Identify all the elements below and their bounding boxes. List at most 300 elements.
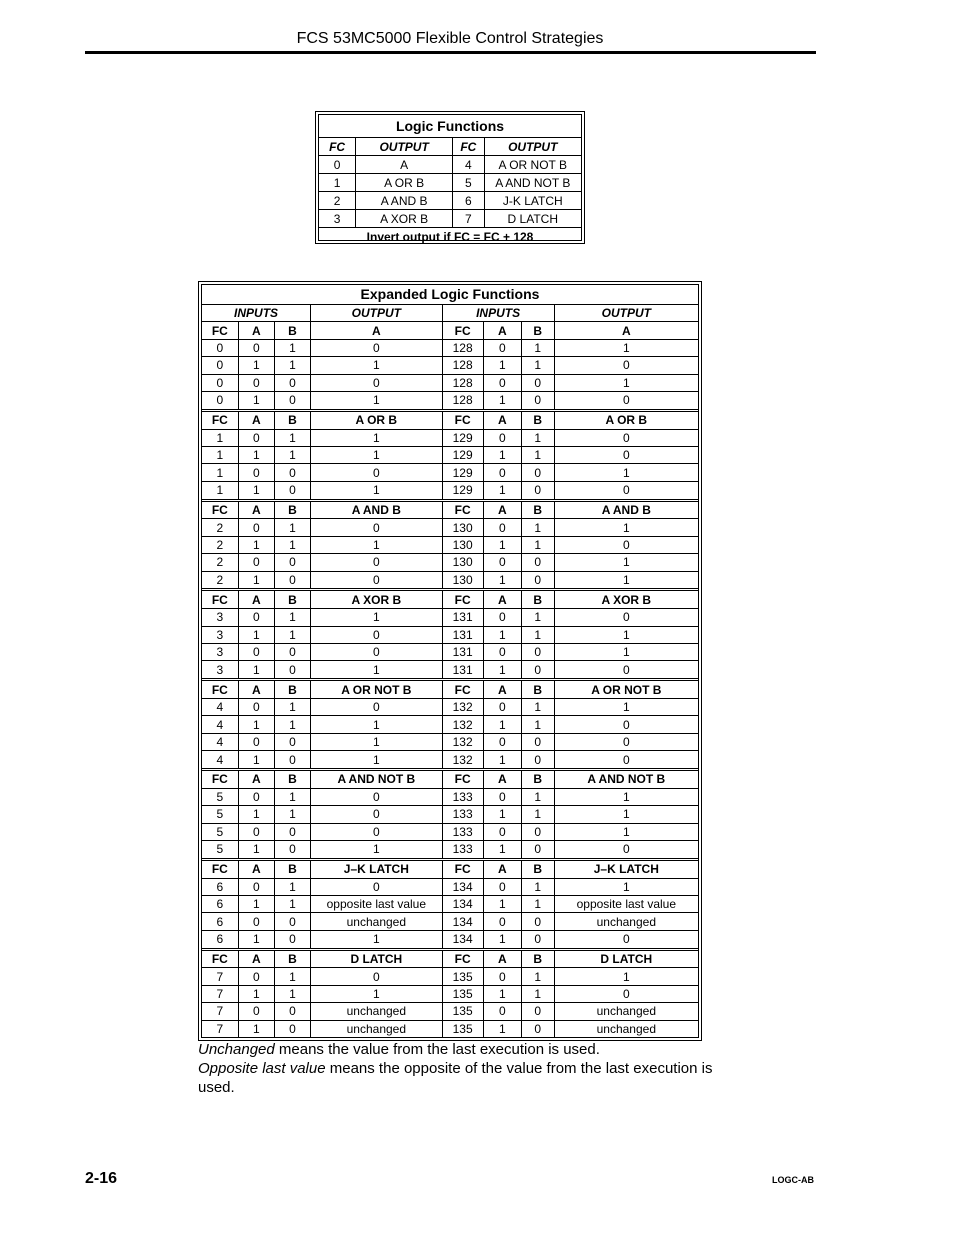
note-unchanged: Unchanged means the value from the last execution is used.: [198, 1041, 600, 1058]
section-header-cell: B: [274, 410, 310, 429]
table-cell: 1: [483, 806, 521, 823]
table-cell: 0: [311, 806, 442, 823]
table-cell: 132: [442, 698, 483, 715]
table-cell: 2: [202, 571, 238, 590]
table-cell: 1: [311, 841, 442, 860]
table-row: [202, 661, 698, 680]
table-cell: 1: [521, 429, 554, 446]
group-header-inputs: INPUTS: [202, 304, 311, 321]
section-header-cell: A: [483, 590, 521, 609]
invert-note: Invert output if FC = FC + 128: [319, 228, 581, 247]
table-cell: 4: [202, 751, 238, 770]
table-cell: 131: [442, 609, 483, 626]
note-opposite-last-value: Opposite last value means the opposite of the value from the last execution is used.: [198, 1060, 713, 1096]
section-header-cell: FC: [442, 949, 483, 968]
table-cell: 0: [274, 571, 310, 590]
table-cell: 0: [238, 823, 274, 840]
table-cell: 7: [202, 985, 238, 1002]
table-cell: 1: [238, 447, 274, 464]
table-cell: 2: [202, 536, 238, 553]
table-cell: 1: [521, 698, 554, 715]
table-row: [202, 968, 698, 985]
table-cell: 1: [483, 481, 521, 500]
table-cell: 1: [554, 968, 698, 985]
table-cell: 0: [274, 841, 310, 860]
table-row: [202, 554, 698, 571]
table-row: [202, 788, 698, 805]
section-header-cell: FC: [202, 680, 238, 699]
table-cell: 5: [202, 841, 238, 860]
section-header-row: [202, 770, 698, 789]
table-cell: opposite last value: [311, 895, 442, 912]
logic-function-cell: 6: [453, 192, 484, 210]
table-cell: 1: [521, 536, 554, 553]
section-header-row: [202, 859, 698, 878]
table-cell: 6: [202, 895, 238, 912]
table-cell: 1: [483, 895, 521, 912]
table-cell: 128: [442, 357, 483, 374]
table-cell: 129: [442, 464, 483, 481]
table-cell: 0: [202, 392, 238, 411]
table-cell: 131: [442, 661, 483, 680]
section-header-cell: A: [238, 410, 274, 429]
table-cell: 1: [483, 985, 521, 1002]
section-header-cell: FC: [202, 770, 238, 789]
logic-function-cell: 1: [319, 174, 356, 192]
table-cell: 0: [274, 930, 310, 949]
table-cell: 1: [274, 357, 310, 374]
table-row: [202, 1003, 698, 1020]
table-cell: 0: [554, 716, 698, 733]
table-cell: 0: [202, 357, 238, 374]
table-cell: 133: [442, 788, 483, 805]
table-cell: 5: [202, 788, 238, 805]
table-cell: 0: [483, 968, 521, 985]
table-cell: 0: [311, 519, 442, 536]
table-cell: 0: [311, 571, 442, 590]
table-cell: 0: [274, 661, 310, 680]
document-code: LOGC-AB: [772, 1175, 814, 1185]
table-cell: 0: [483, 823, 521, 840]
table-cell: 1: [521, 609, 554, 626]
section-header-cell: J–K LATCH: [311, 859, 442, 878]
table-cell: 3: [202, 644, 238, 661]
section-header-cell: FC: [202, 859, 238, 878]
table-cell: 1: [554, 571, 698, 590]
section-header-cell: FC: [202, 500, 238, 519]
table-cell: 1: [238, 985, 274, 1002]
table-cell: 0: [554, 481, 698, 500]
table-cell: 0: [311, 626, 442, 643]
section-header-cell: FC: [442, 410, 483, 429]
table-cell: 1: [311, 716, 442, 733]
table-cell: 1: [311, 609, 442, 626]
table-cell: 134: [442, 895, 483, 912]
expanded-logic-functions-table: [198, 281, 702, 1041]
table-cell: 134: [442, 878, 483, 895]
table-cell: 0: [483, 374, 521, 391]
table-cell: 1: [483, 716, 521, 733]
table-cell: 0: [274, 464, 310, 481]
section-header-cell: D LATCH: [311, 949, 442, 968]
table-cell: 0: [521, 374, 554, 391]
section-header-cell: B: [521, 680, 554, 699]
section-header-cell: A: [311, 322, 442, 339]
table-cell: 1: [274, 536, 310, 553]
table-cell: 0: [483, 1003, 521, 1020]
table-cell: 0: [554, 429, 698, 446]
logic-function-cell: A AND NOT B: [484, 174, 581, 192]
table-cell: 0: [238, 878, 274, 895]
table-cell: 0: [521, 392, 554, 411]
table-cell: 0: [238, 733, 274, 750]
table-cell: 1: [554, 878, 698, 895]
table-row: [202, 429, 698, 446]
table-cell: 1: [483, 447, 521, 464]
table-cell: 0: [274, 1003, 310, 1020]
table-cell: 1: [311, 930, 442, 949]
table-cell: 0: [554, 751, 698, 770]
table-row: [202, 1020, 698, 1037]
table-row: [202, 519, 698, 536]
table-cell: 0: [274, 1020, 310, 1037]
table-cell: 133: [442, 841, 483, 860]
table-cell: 1: [274, 698, 310, 715]
section-header-cell: B: [521, 322, 554, 339]
table-cell: 134: [442, 913, 483, 930]
table-cell: 1: [554, 698, 698, 715]
table-cell: 0: [311, 644, 442, 661]
table-cell: 0: [521, 841, 554, 860]
table-cell: 132: [442, 751, 483, 770]
table-cell: 134: [442, 930, 483, 949]
table-row: [202, 374, 698, 391]
section-header-row: [202, 680, 698, 699]
table-cell: 1: [521, 895, 554, 912]
table-cell: 2: [202, 519, 238, 536]
table-cell: 1: [238, 841, 274, 860]
table-cell: 0: [554, 985, 698, 1002]
section-header-cell: A: [238, 859, 274, 878]
table-cell: 1: [521, 626, 554, 643]
table-cell: 1: [483, 626, 521, 643]
table-cell: 1: [521, 357, 554, 374]
logic-function-row: [319, 156, 581, 174]
table-cell: 0: [554, 733, 698, 750]
section-header-cell: B: [274, 590, 310, 609]
table-cell: 0: [238, 554, 274, 571]
table-cell: 0: [238, 1003, 274, 1020]
section-header-cell: A: [483, 859, 521, 878]
logic-function-cell: A: [356, 156, 453, 174]
notes: [198, 1040, 718, 1097]
logic-function-row: [319, 174, 581, 192]
table-cell: 0: [521, 481, 554, 500]
table-row: [202, 733, 698, 750]
table-row: [202, 930, 698, 949]
table-cell: 1: [483, 930, 521, 949]
table-cell: 131: [442, 626, 483, 643]
page-header-title: FCS 53MC5000 Flexible Control Strategies: [296, 30, 604, 47]
table-cell: 0: [554, 930, 698, 949]
table-cell: 1: [554, 464, 698, 481]
group-header-output: OUTPUT: [554, 304, 698, 321]
logic-function-cell: A AND B: [356, 192, 453, 210]
table-cell: 0: [483, 698, 521, 715]
table-cell: 0: [483, 644, 521, 661]
table-cell: 1: [554, 374, 698, 391]
logic-function-cell: 0: [319, 156, 356, 174]
group-header-inputs: INPUTS: [442, 304, 554, 321]
table-cell: 0: [274, 751, 310, 770]
table-cell: 4: [202, 716, 238, 733]
table-cell: 0: [238, 968, 274, 985]
table-cell: 0: [483, 609, 521, 626]
table-cell: 0: [202, 374, 238, 391]
table-cell: 0: [311, 554, 442, 571]
table-cell: 1: [311, 447, 442, 464]
table-cell: 0: [554, 536, 698, 553]
table-cell: 0: [311, 374, 442, 391]
table-cell: 1: [554, 788, 698, 805]
section-header-cell: FC: [442, 859, 483, 878]
table-cell: 135: [442, 985, 483, 1002]
logic-function-row: [319, 210, 581, 228]
section-header-cell: FC: [202, 410, 238, 429]
section-header-cell: FC: [442, 500, 483, 519]
table-cell: 6: [202, 930, 238, 949]
col-header-output: OUTPUT: [484, 138, 581, 156]
table-cell: 0: [554, 357, 698, 374]
table-cell: 135: [442, 968, 483, 985]
table-cell: 135: [442, 1020, 483, 1037]
table-row: [202, 913, 698, 930]
group-header-output: OUTPUT: [311, 304, 442, 321]
table-cell: 0: [483, 733, 521, 750]
section-header-row: [202, 322, 698, 339]
table-cell: 1: [274, 519, 310, 536]
table-cell: 0: [311, 823, 442, 840]
logic-function-cell: D LATCH: [484, 210, 581, 228]
table-cell: 0: [311, 878, 442, 895]
table-cell: 0: [554, 661, 698, 680]
table-cell: 0: [483, 464, 521, 481]
section-header-cell: A AND B: [311, 500, 442, 519]
table-cell: 1: [554, 626, 698, 643]
section-header-cell: J–K LATCH: [554, 859, 698, 878]
page-number: 2-16: [85, 1170, 118, 1187]
table-cell: 1: [274, 895, 310, 912]
table-row: [202, 626, 698, 643]
table-cell: 1: [274, 609, 310, 626]
section-header-cell: A: [483, 410, 521, 429]
table-cell: 0: [311, 788, 442, 805]
table-cell: 1: [202, 429, 238, 446]
table-cell: 4: [202, 698, 238, 715]
table-cell: 1: [554, 823, 698, 840]
table-cell: 1: [483, 536, 521, 553]
table-cell: 0: [483, 429, 521, 446]
table-cell: 1: [521, 788, 554, 805]
table-cell: 130: [442, 554, 483, 571]
table-cell: 1: [554, 644, 698, 661]
table-cell: 1: [238, 571, 274, 590]
table-cell: 1: [311, 536, 442, 553]
table-row: [202, 751, 698, 770]
table-cell: 1: [274, 985, 310, 1002]
table-cell: 0: [521, 751, 554, 770]
table-cell: 0: [521, 1020, 554, 1037]
table-cell: 0: [554, 841, 698, 860]
table-cell: 1: [483, 392, 521, 411]
table-cell: 1: [274, 429, 310, 446]
table-cell: 1: [521, 968, 554, 985]
table-cell: 1: [521, 878, 554, 895]
table-cell: 0: [483, 878, 521, 895]
table-cell: 128: [442, 392, 483, 411]
table-row: [202, 609, 698, 626]
section-header-cell: B: [274, 322, 310, 339]
table-cell: 1: [554, 806, 698, 823]
table-cell: 1: [274, 878, 310, 895]
table-cell: 6: [202, 878, 238, 895]
table-cell: 0: [554, 392, 698, 411]
logic-functions-title: Logic Functions: [319, 115, 581, 138]
logic-function-cell: 2: [319, 192, 356, 210]
table-cell: 0: [521, 554, 554, 571]
table-cell: 0: [521, 1003, 554, 1020]
section-header-cell: A OR B: [311, 410, 442, 429]
table-cell: 1: [202, 464, 238, 481]
table-cell: 1: [483, 571, 521, 590]
table-row: [202, 447, 698, 464]
table-cell: 0: [238, 913, 274, 930]
table-cell: 130: [442, 536, 483, 553]
table-cell: 0: [483, 519, 521, 536]
table-row: [202, 464, 698, 481]
table-cell: unchanged: [554, 1003, 698, 1020]
table-row: [202, 644, 698, 661]
section-header-cell: A OR NOT B: [311, 680, 442, 699]
table-cell: 0: [311, 339, 442, 356]
table-cell: 6: [202, 913, 238, 930]
table-cell: 129: [442, 481, 483, 500]
table-cell: unchanged: [311, 913, 442, 930]
section-header-cell: B: [274, 949, 310, 968]
table-row: [202, 571, 698, 590]
table-cell: 130: [442, 571, 483, 590]
table-cell: 0: [311, 968, 442, 985]
table-cell: 0: [274, 913, 310, 930]
table-cell: 1: [311, 751, 442, 770]
section-header-cell: B: [274, 680, 310, 699]
section-header-cell: A AND B: [554, 500, 698, 519]
table-cell: 1: [238, 895, 274, 912]
table-cell: unchanged: [554, 1020, 698, 1037]
table-cell: 0: [238, 788, 274, 805]
table-row: [202, 392, 698, 411]
table-cell: 1: [311, 392, 442, 411]
table-cell: 1: [521, 447, 554, 464]
table-cell: 0: [521, 823, 554, 840]
table-cell: 0: [521, 571, 554, 590]
section-header-cell: FC: [442, 770, 483, 789]
table-cell: 0: [274, 374, 310, 391]
section-header-cell: A OR NOT B: [554, 680, 698, 699]
section-header-cell: A: [483, 322, 521, 339]
logic-function-cell: 3: [319, 210, 356, 228]
section-header-cell: B: [274, 859, 310, 878]
table-cell: 1: [521, 519, 554, 536]
section-header-cell: B: [521, 500, 554, 519]
table-cell: 0: [554, 609, 698, 626]
table-cell: 1: [202, 481, 238, 500]
table-cell: 1: [311, 661, 442, 680]
table-cell: 1: [274, 968, 310, 985]
section-header-cell: FC: [202, 949, 238, 968]
col-header-output: OUTPUT: [356, 138, 453, 156]
table-cell: 7: [202, 968, 238, 985]
table-cell: 1: [274, 716, 310, 733]
table-cell: 1: [274, 339, 310, 356]
table-cell: 0: [483, 913, 521, 930]
logic-function-cell: 7: [453, 210, 484, 228]
table-cell: 1: [483, 841, 521, 860]
section-header-row: [202, 590, 698, 609]
table-cell: 1: [311, 481, 442, 500]
logic-function-cell: 5: [453, 174, 484, 192]
table-cell: 1: [554, 519, 698, 536]
table-row: [202, 357, 698, 374]
table-cell: 1: [238, 1020, 274, 1037]
table-cell: 7: [202, 1020, 238, 1037]
table-cell: 0: [238, 339, 274, 356]
table-cell: 1: [274, 806, 310, 823]
table-cell: 0: [521, 464, 554, 481]
table-cell: 132: [442, 733, 483, 750]
table-row: [202, 823, 698, 840]
section-header-cell: FC: [442, 680, 483, 699]
table-cell: 1: [274, 788, 310, 805]
section-header-cell: A: [238, 949, 274, 968]
table-cell: 1: [483, 661, 521, 680]
section-header-cell: B: [521, 949, 554, 968]
table-cell: 0: [274, 554, 310, 571]
section-header-cell: B: [521, 590, 554, 609]
section-header-cell: A: [483, 680, 521, 699]
table-cell: 3: [202, 626, 238, 643]
section-header-cell: A: [483, 770, 521, 789]
table-cell: 0: [554, 447, 698, 464]
table-cell: 1: [554, 339, 698, 356]
section-header-cell: A: [238, 590, 274, 609]
table-cell: 0: [483, 554, 521, 571]
section-header-cell: A XOR B: [554, 590, 698, 609]
table-cell: 133: [442, 806, 483, 823]
table-cell: 0: [238, 698, 274, 715]
section-header-cell: B: [521, 410, 554, 429]
col-header-fc: FC: [453, 138, 484, 156]
table-cell: 1: [311, 429, 442, 446]
logic-function-cell: J-K LATCH: [484, 192, 581, 210]
table-row: [202, 985, 698, 1002]
table-cell: unchanged: [311, 1020, 442, 1037]
logic-functions-table: [315, 111, 585, 244]
table-cell: 1: [521, 985, 554, 1002]
table-cell: 1: [483, 357, 521, 374]
section-header-cell: B: [521, 859, 554, 878]
logic-function-row: [319, 192, 581, 210]
